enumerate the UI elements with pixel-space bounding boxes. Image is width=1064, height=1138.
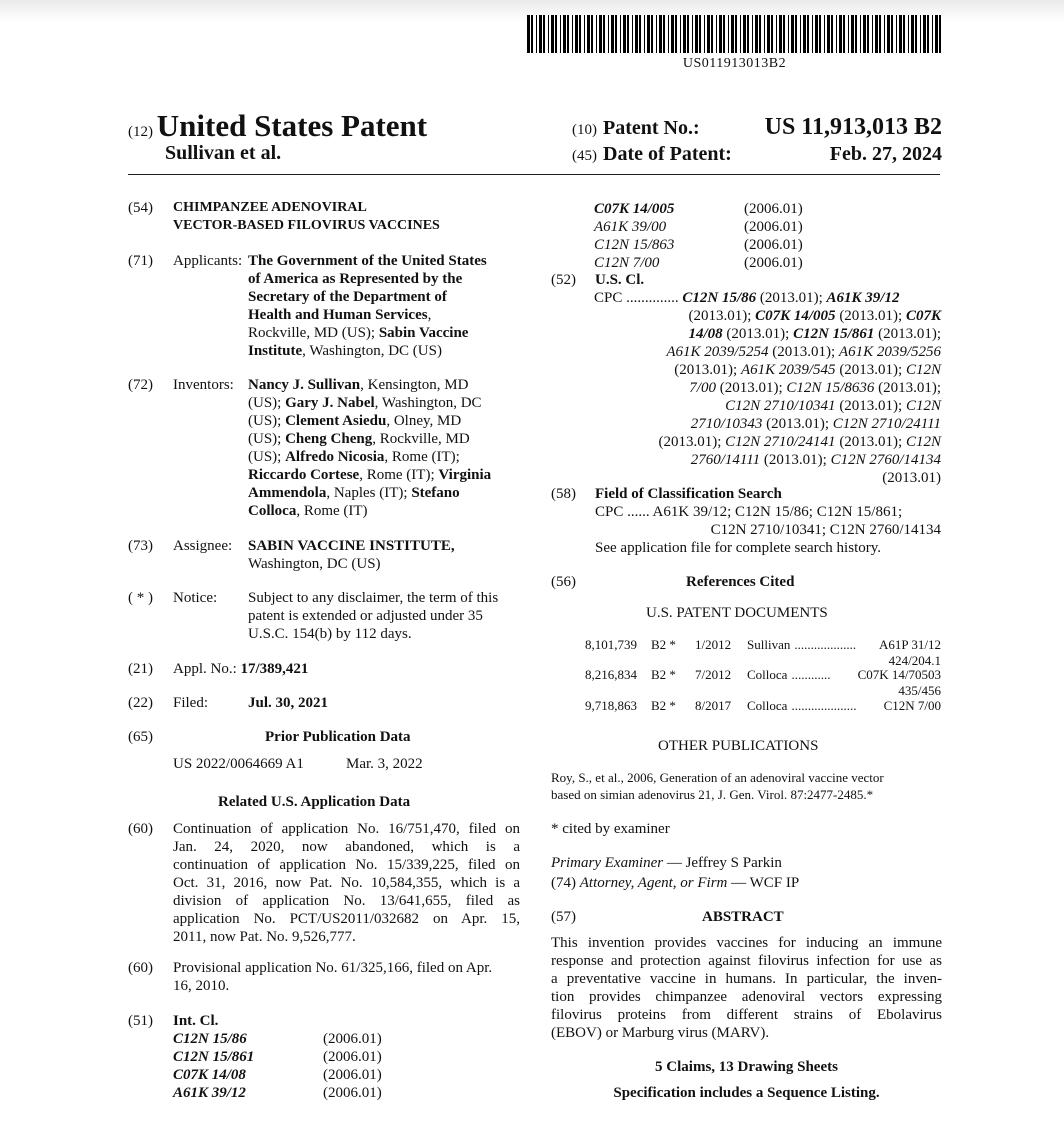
code-72: (72) [128, 377, 153, 393]
patent-number-line [572, 115, 942, 140]
location-text: , Naples (IT); [326, 485, 412, 501]
us-cl-segment: C12N [905, 434, 941, 450]
field-search-line: CPC ...... A61K 39/12; C12N 15/86; C12N 15/861; [595, 504, 903, 520]
us-cl-segment: C12N 15/861 [793, 326, 875, 342]
int-cl-date: (2006.01) [744, 237, 803, 253]
related-heading: Related U.S. Application Data [218, 794, 411, 810]
us-cl-list [594, 289, 941, 487]
person-name: Secretary of the Department of [248, 289, 447, 305]
us-cl-segment: (2013.01); [715, 380, 787, 396]
inventors-line [248, 394, 523, 412]
reference-class: C07K 14/70503 [857, 667, 941, 682]
field-search-line: See application file for complete search history. [595, 540, 882, 556]
us-cl-line [594, 361, 941, 379]
sequence-listing-note: Specification includes a Sequence Listing. [613, 1085, 880, 1101]
reference-number: 9,718,863 [585, 698, 637, 713]
int-cl-date: (2006.01) [323, 1067, 382, 1083]
location-text: , Washington, DC (US) [302, 343, 442, 359]
date-value: Feb. 27, 2024 [829, 143, 942, 165]
field-search-heading: Field of Classification Search [595, 486, 782, 502]
location-text: , Rome (IT) [296, 503, 368, 519]
int-cl-row [173, 1066, 382, 1084]
int-cl-code: A61K 39/00 [594, 219, 667, 235]
abstract-text [551, 934, 942, 1042]
field-search-block [595, 503, 941, 557]
code-54: (54) [128, 200, 153, 216]
related-provisional [173, 959, 523, 995]
prior-pub-heading: Prior Publication Data [265, 729, 411, 745]
name-prefix: (US); [248, 449, 286, 465]
invention-title-line: CHIMPANZEE ADENOVIRAL [173, 200, 367, 215]
assignee-name: SABIN VACCINE INSTITUTE, [248, 538, 455, 554]
appl-no-value: 17/389,421 [240, 661, 309, 677]
int-cl-date: (2006.01) [323, 1085, 382, 1101]
int-cl-code: C12N 15/86 [173, 1031, 247, 1047]
person-name: Nancy J. Sullivan [248, 377, 361, 393]
other-publications-heading: OTHER PUBLICATIONS [658, 738, 819, 754]
us-cl-segment: (2013.01); [835, 398, 906, 414]
us-cl-line [594, 379, 941, 397]
prior-pub-date: Mar. 3, 2022 [346, 756, 423, 772]
field-search-line: C12N 2710/10341; C12N 2760/14134 [710, 522, 941, 538]
claims-count: 5 Claims, 13 Drawing Sheets [655, 1059, 838, 1075]
applicants-line [248, 306, 523, 324]
us-cl-segment: (2013.01); [874, 326, 941, 342]
us-cl-segment: C12N 2710/24141 [725, 434, 836, 450]
us-patent-docs-heading: U.S. PATENT DOCUMENTS [646, 605, 828, 621]
inventors-line [248, 430, 523, 448]
invention-title-line: VECTOR-BASED FILOVIRUS VACCINES [173, 218, 440, 233]
assignee-label: Assignee: [173, 538, 233, 554]
code-51: (51) [128, 1013, 153, 1029]
primary-examiner [551, 854, 782, 872]
code-52: (52) [551, 272, 576, 288]
us-cl-line [594, 343, 941, 361]
us-cl-segment: (2013.01); [874, 380, 941, 396]
applicants-line [248, 270, 523, 288]
code-57: (57) [551, 909, 576, 925]
us-cl-segment: 2760/14111 [690, 452, 761, 468]
reference-class: C12N 7/00 [883, 698, 941, 713]
reference-dots: ............ [791, 667, 831, 682]
person-name: Alfredo Nicosia [285, 449, 385, 465]
us-cl-segment: A61K 39/12 [826, 290, 900, 306]
reference-line [585, 637, 941, 653]
location-text: , Rome (IT); [384, 449, 460, 465]
notice-line: Subject to any disclaimer, the term of this [248, 590, 499, 606]
inventors-line [248, 448, 523, 466]
location-text: , Rockville, MD [372, 431, 470, 447]
code-71: (71) [128, 253, 153, 269]
applicants-line [248, 324, 523, 342]
other-publication-line: Roy, S., et al., 2006, Generation of an adenoviral vaccine vector [551, 770, 884, 785]
reference-class: A61P 31/12 [879, 637, 941, 652]
reference-class-secondary: 435/456 [898, 683, 941, 698]
location-text: Rockville, MD (US); [248, 325, 379, 341]
us-cl-segment: A61K 2039/5254 [666, 344, 769, 360]
us-cl-line [594, 415, 941, 433]
appl-no-label: Appl. No.: [173, 661, 237, 677]
related-line: Oct. 31, 2016, now Pat. No. 10,584,355, which is a [173, 875, 520, 891]
primary-examiner-value: — Jeffrey S Parkin [663, 855, 782, 871]
reference-line [585, 667, 941, 683]
int-cl-row [173, 1030, 382, 1048]
us-cl-line [594, 397, 941, 415]
related-continuation [173, 820, 520, 946]
reference-number: 8,101,739 [585, 637, 637, 652]
related-line: 16, 2010. [173, 978, 230, 994]
us-cl-segment: A61K 2039/545 [740, 362, 836, 378]
related-line: Provisional application No. 61/325,166, filed on Apr. [173, 960, 493, 976]
name-prefix: (US); [248, 395, 286, 411]
reference-line [585, 698, 941, 714]
applicants-line [248, 288, 523, 306]
reference-kind: B2 * [651, 637, 676, 652]
us-cl-segment: C12N 2710/24111 [832, 416, 941, 432]
person-name: Gary J. Nabel [285, 395, 375, 411]
code-65: (65) [128, 729, 153, 745]
us-cl-segment: A61K 2039/5256 [838, 344, 941, 360]
person-name: Colloca [248, 503, 297, 519]
abstract-line: filovirus proteins from different strains of Ebolavirus [551, 1007, 942, 1023]
code-21: (21) [128, 661, 153, 677]
applicants-list [248, 252, 523, 360]
us-cl-segment: (2013.01); [760, 452, 831, 468]
us-cl-segment: (2013.01); [688, 308, 756, 324]
notice-line: patent is extended or adjusted under 35 [248, 608, 483, 624]
location-text: , Washington, DC [374, 395, 482, 411]
int-cl-date: (2006.01) [744, 255, 803, 271]
us-cl-segment: C07K [905, 308, 941, 324]
related-line: Jan. 24, 2020, now abandoned, which is a [173, 839, 520, 855]
us-cl-line [594, 289, 941, 307]
person-name: Stefano [411, 485, 460, 501]
int-cl-code: C07K 14/08 [173, 1067, 246, 1083]
int-cl-code: A61K 39/12 [173, 1085, 246, 1101]
person-name: Cheng Cheng [285, 431, 373, 447]
notice-line: U.S.C. 154(b) by 112 days. [248, 626, 412, 642]
us-cl-segment: (2013.01); [762, 416, 833, 432]
int-cl-row [173, 1084, 382, 1102]
appl-no-line [173, 660, 308, 678]
location-text: , Kensington, MD [360, 377, 469, 393]
patent-title-heading: United States Patent [156, 108, 428, 143]
us-cl-segment: (2013.01); [674, 362, 741, 378]
reference-name: Colloca [747, 667, 788, 682]
related-line: Continuation of application No. 16/751,470, filed on [173, 821, 520, 837]
code-45: (45) [572, 148, 597, 164]
us-cl-segment: (2013.01); [768, 344, 839, 360]
code-56: (56) [551, 574, 576, 590]
person-name: Riccardo Cortese [248, 467, 360, 483]
person-name: The Government of the United States [248, 253, 487, 269]
related-line: division of application No. 13/641,655, filed as [173, 893, 520, 909]
name-prefix: (US); [248, 431, 286, 447]
us-cl-segment: C12N 2710/10341 [725, 398, 836, 414]
location-text: , [427, 307, 432, 323]
reference-name: Sullivan [747, 637, 791, 652]
references-heading: References Cited [686, 574, 795, 590]
inventors-line [248, 466, 523, 484]
reference-class-secondary: 424/204.1 [888, 653, 941, 668]
related-line: application No. PCT/US2011/032682 on Apr. 15, [173, 911, 520, 927]
patent-no-label: Patent No.: [603, 117, 700, 139]
abstract-line: This invention provides vaccines for inducing an immune [551, 935, 942, 951]
reference-row [585, 667, 941, 699]
int-cl-row [594, 218, 803, 236]
reference-number: 8,216,834 [585, 667, 637, 682]
filed-value: Jul. 30, 2021 [248, 695, 329, 711]
us-cl-segment: C07K 14/005 [755, 308, 836, 324]
code-12: (12) [128, 124, 153, 140]
us-cl-segment: (2013.01); [835, 434, 906, 450]
int-cl-label: Int. Cl. [173, 1013, 219, 1029]
reference-kind: B2 * [651, 667, 676, 682]
int-cl-row [173, 1048, 382, 1066]
barcode [527, 15, 942, 53]
prior-pub-number: US 2022/0064669 A1 [173, 756, 304, 772]
int-cl-date: (2006.01) [323, 1049, 382, 1065]
date-line [572, 142, 942, 166]
code-60: (60) [128, 960, 153, 976]
authors: Sullivan et al. [165, 142, 282, 164]
attorney-value: — WCF IP [727, 875, 800, 891]
us-cl-segment: 2710/10343 [690, 416, 763, 432]
abstract-line: (EBOV) or Marburg virus (MARV). [551, 1025, 770, 1041]
int-cl-row [594, 236, 803, 254]
us-cl-segment: (2013.01) [882, 470, 941, 486]
int-cl-code: C12N 15/863 [594, 237, 675, 253]
filed-label: Filed: [173, 695, 209, 711]
notice-text [248, 589, 523, 643]
location-text: , Rome (IT); [359, 467, 439, 483]
us-cl-segment: C12N 15/86 [682, 290, 757, 306]
patent-no-value: US 11,913,013 B2 [764, 114, 942, 140]
int-cl-code: C12N 15/861 [173, 1049, 255, 1065]
header-rule [128, 174, 940, 175]
us-cl-segment: 14/08 [688, 326, 723, 342]
int-cl-row [594, 254, 803, 272]
code-73: (73) [128, 538, 153, 554]
person-name: Clement Asiedu [285, 413, 387, 429]
related-line: 2011, now Pat. No. 9,526,777. [173, 929, 356, 945]
person-name: Virginia [438, 467, 492, 483]
inventors-line [248, 484, 523, 502]
us-cl-line [594, 451, 941, 469]
person-name: Health and Human Services [248, 307, 428, 323]
us-cl-label: U.S. Cl. [595, 272, 645, 288]
code-notice: ( * ) [128, 590, 153, 606]
inventors-line [248, 376, 523, 394]
reference-date: 1/2012 [695, 637, 732, 652]
us-cl-line [594, 433, 941, 451]
us-cl-segment: C12N 2760/14134 [830, 452, 941, 468]
date-label: Date of Patent: [603, 143, 732, 165]
reference-dots: ................... [794, 637, 857, 652]
code-74: (74) [551, 875, 576, 891]
primary-examiner-label: Primary Examiner [551, 855, 664, 871]
other-publication-line: based on simian adenovirus 21, J. Gen. Virol. 87:2477-2485.* [551, 787, 874, 802]
us-cl-segment: 7/00 [689, 380, 716, 396]
reference-date: 7/2012 [695, 667, 732, 682]
applicants-line [248, 342, 523, 360]
person-name: of America as Represented by the [248, 271, 463, 287]
applicants-line [248, 252, 523, 270]
abstract-heading: ABSTRACT [702, 909, 784, 925]
reference-kind: B2 * [651, 698, 676, 713]
name-prefix: (US); [248, 413, 286, 429]
code-22: (22) [128, 695, 153, 711]
us-cl-segment: (2013.01); [756, 290, 827, 306]
int-cl-code: C12N 7/00 [594, 255, 660, 271]
int-cl-row [594, 200, 803, 218]
int-cl-date: (2006.01) [744, 201, 803, 217]
reference-name: Colloca [747, 698, 788, 713]
us-cl-segment: CPC .............. [594, 290, 683, 306]
person-name: Institute [248, 343, 303, 359]
notice-label: Notice: [173, 590, 218, 606]
person-name: Ammendola [248, 485, 327, 501]
reference-dots: .................... [791, 698, 857, 713]
attorney-line [551, 874, 799, 892]
reference-row [585, 637, 941, 669]
int-cl-code: C07K 14/005 [594, 201, 675, 217]
assignee-location: Washington, DC (US) [248, 556, 381, 572]
code-58: (58) [551, 486, 576, 502]
us-cl-line [594, 307, 941, 325]
inventors-line [248, 502, 523, 520]
us-cl-segment: (2013.01); [722, 326, 794, 342]
abstract-line: response and protection against filovirus infection for use as [551, 953, 942, 969]
cited-by-examiner: * cited by examiner [551, 821, 670, 837]
location-text: , Olney, MD [386, 413, 462, 429]
inventors-line [248, 412, 523, 430]
us-cl-segment: (2013.01); [835, 362, 906, 378]
inventors-label: Inventors: [173, 377, 234, 393]
person-name: Sabin Vaccine [378, 325, 469, 341]
other-publication [551, 769, 943, 803]
barcode-number: US011913013B2 [682, 56, 787, 71]
us-cl-segment: (2013.01); [835, 308, 906, 324]
int-cl-date: (2006.01) [744, 219, 803, 235]
reference-date: 8/2017 [695, 698, 732, 713]
us-cl-line [594, 325, 941, 343]
related-line: continuation of application No. 15/339,225, filed on [173, 857, 520, 873]
us-cl-segment: C12N 15/8636 [786, 380, 875, 396]
inventors-list [248, 376, 523, 520]
int-cl-date: (2006.01) [323, 1031, 382, 1047]
us-cl-segment: C12N [905, 398, 941, 414]
assignee-block [248, 537, 455, 573]
invention-title [173, 199, 440, 235]
int-cl-list [173, 1030, 382, 1102]
attorney-label: Attorney, Agent, or Firm [579, 875, 728, 891]
abstract-line: a preventative vaccine in humans. In particular, the inven- [551, 971, 942, 987]
applicants-label: Applicants: [173, 253, 243, 269]
abstract-line: tion provides chimpanzee adenoviral vectors expressing [551, 989, 942, 1005]
us-cl-segment: C12N [905, 362, 941, 378]
code-60: (60) [128, 821, 153, 837]
patent-type-heading [128, 109, 427, 143]
us-cl-segment: (2013.01); [658, 434, 726, 450]
int-cl-list-cont [594, 200, 803, 272]
reference-row [585, 698, 941, 714]
code-10: (10) [572, 122, 597, 138]
